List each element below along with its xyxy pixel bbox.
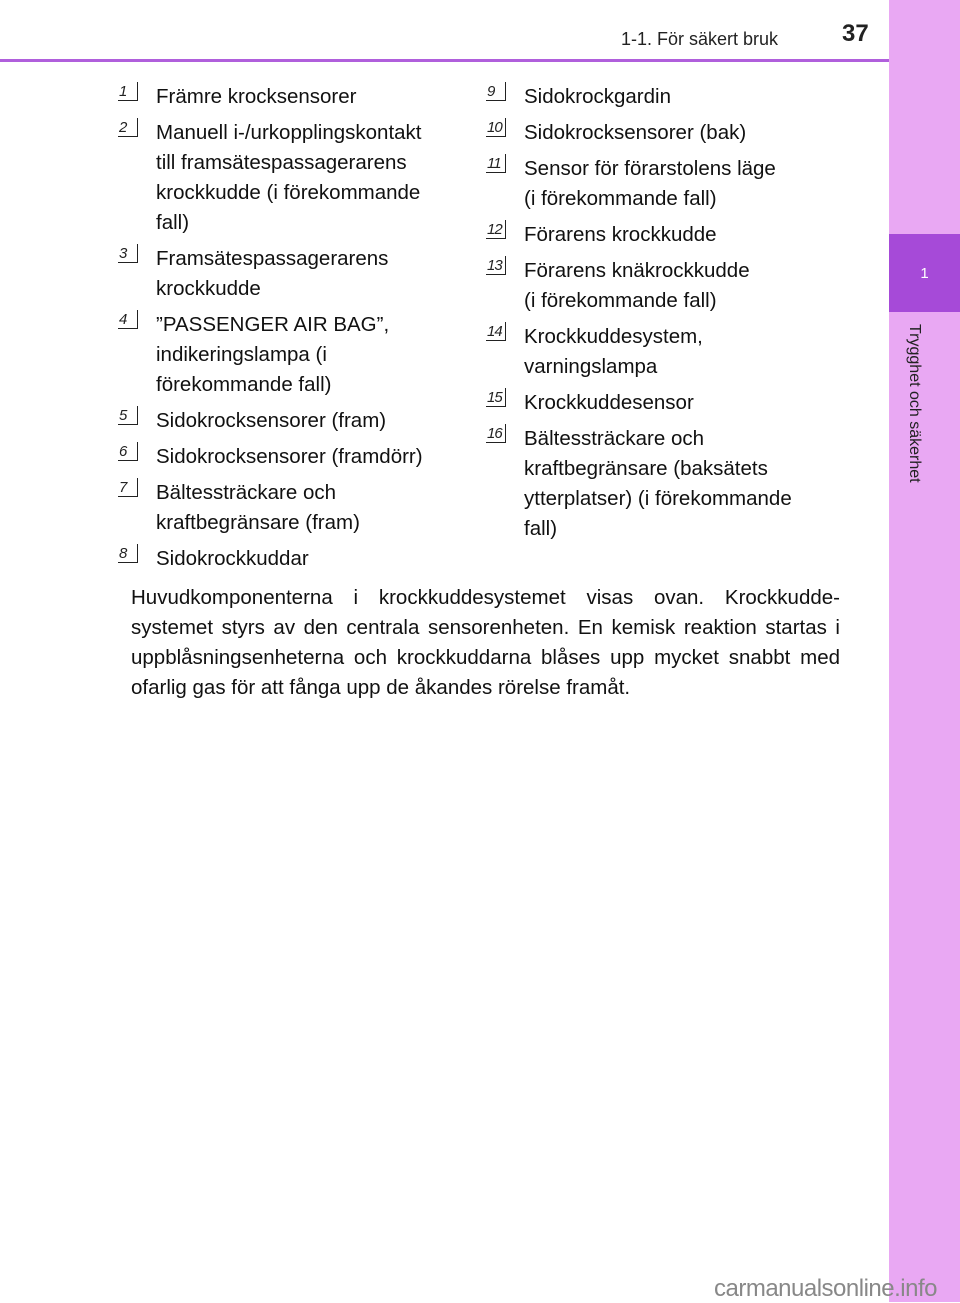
item-label-line: Sidokrocksensorer (framdörr) <box>156 445 423 468</box>
chapter-sidebar <box>889 0 960 1302</box>
item-label-line: indikeringslampa (i <box>156 343 327 366</box>
item-label-line: kraftbegränsare (fram) <box>156 511 360 534</box>
item-number-badge: 4 <box>118 310 138 329</box>
watermark: carmanualsonline.info <box>714 1275 937 1302</box>
item-number-badge: 15 <box>486 388 506 407</box>
item-label-line: Krockkuddesystem, <box>524 325 703 348</box>
item-label-line: Sensor för förarstolens läge <box>524 157 776 180</box>
item-label-line: Sidokrockgardin <box>524 85 671 108</box>
item-label-line: förekommande fall) <box>156 373 332 396</box>
item-number-badge: 14 <box>486 322 506 341</box>
chapter-tab[interactable] <box>889 234 960 312</box>
list-item <box>118 244 448 304</box>
item-label-line: fall) <box>156 211 190 234</box>
item-number-badge: 16 <box>486 424 506 443</box>
item-number-badge: 11 <box>486 154 506 173</box>
list-item <box>486 388 816 418</box>
item-label-line: (i förekommande fall) <box>524 289 717 312</box>
item-label-line: Främre krocksensorer <box>156 85 357 108</box>
item-label-line: kraftbegränsare (baksätets <box>524 457 768 480</box>
item-number-badge: 2 <box>118 118 138 137</box>
list-item <box>118 544 448 574</box>
item-number-badge: 8 <box>118 544 138 563</box>
item-label-line: Förarens knäkrockkudde <box>524 259 750 282</box>
list-item <box>486 82 816 112</box>
item-label-line: varningslampa <box>524 355 658 378</box>
item-label-line: fall) <box>524 517 558 540</box>
item-label-line: (i förekommande fall) <box>524 187 717 210</box>
item-label-line: krockkudde <box>156 277 261 300</box>
page-number: 37 <box>842 20 869 47</box>
item-label-line: Sidokrocksensorer (fram) <box>156 409 387 432</box>
item-label-line: ”PASSENGER AIR BAG”, <box>156 313 390 336</box>
header-divider <box>0 59 889 62</box>
list-item <box>486 256 816 316</box>
list-item <box>486 118 816 148</box>
item-label-line: Bältessträckare och <box>524 427 705 450</box>
list-item <box>486 322 816 382</box>
item-label-line: Förarens krockkudde <box>524 223 717 246</box>
list-item <box>118 310 448 400</box>
list-item <box>118 118 448 238</box>
item-label-line: Sidokrockkuddar <box>156 547 309 570</box>
item-label-line: ytterplatser) (i förekommande <box>524 487 792 510</box>
list-item <box>486 154 816 214</box>
item-number-badge: 10 <box>486 118 506 137</box>
chapter-title: Trygghet och säkerhet <box>906 324 923 483</box>
item-label-line: Manuell i-/urkopplingskontakt <box>156 121 422 144</box>
item-label-line: krockkudde (i förekommande <box>156 181 421 204</box>
item-label-line: Framsätespassagerarens <box>156 247 389 270</box>
component-list-right <box>486 82 816 550</box>
section-title: 1-1. För säkert bruk <box>620 29 778 49</box>
item-label-line: till framsätespassagerarens <box>156 151 407 174</box>
list-item <box>118 442 448 472</box>
list-item <box>486 220 816 250</box>
item-number-badge: 3 <box>118 244 138 263</box>
item-number-badge: 9 <box>486 82 506 101</box>
component-list-left <box>118 82 448 580</box>
item-number-badge: 7 <box>118 478 138 497</box>
list-item <box>118 82 448 112</box>
list-item <box>118 406 448 436</box>
item-label-line: Krockkuddesensor <box>524 391 694 414</box>
list-item <box>486 424 816 544</box>
item-label-line: Bältessträckare och <box>156 481 337 504</box>
item-number-badge: 5 <box>118 406 138 425</box>
item-number-badge: 12 <box>486 220 506 239</box>
body-paragraph: Huvudkomponenterna i krockkuddesystemet visas ovan. Krockkudde-systemet styrs av den centrala sensorenheten. En kemisk reaktion startas i uppblåsningsenheterna och krockkuddarna blåses upp mycket snabbt med ofarlig gas för att fånga upp de åkandes rörelse framåt. <box>131 586 840 699</box>
list-item <box>118 478 448 538</box>
item-label-line: Sidokrocksensorer (bak) <box>524 121 747 144</box>
item-number-badge: 6 <box>118 442 138 461</box>
item-number-badge: 13 <box>486 256 506 275</box>
chapter-number: 1 <box>920 264 929 282</box>
item-number-badge: 1 <box>118 82 138 101</box>
